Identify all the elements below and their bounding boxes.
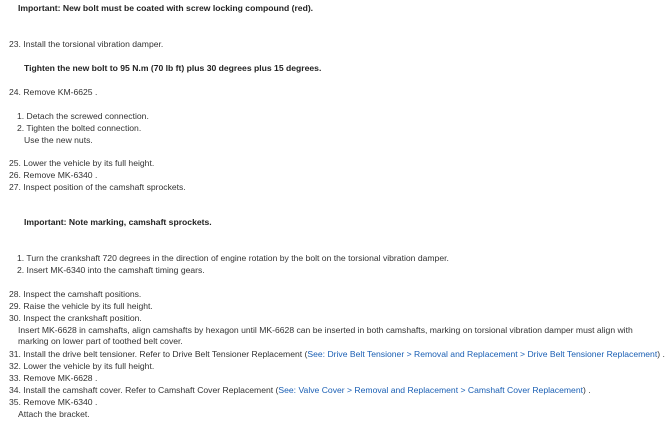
step-24: 24. Remove KM-6625 . bbox=[9, 87, 98, 97]
important-note-marking: Important: Note marking, camshaft sprockets. bbox=[24, 217, 212, 227]
step-32: 32. Lower the vehicle by its full height. bbox=[9, 361, 155, 371]
step-34-suffix: ) . bbox=[582, 385, 591, 395]
step-28: 28. Inspect the camshaft positions. bbox=[9, 289, 142, 299]
step-31-suffix: ) . bbox=[657, 349, 665, 359]
step-24-substep-2: 2. Tighten the bolted connection. bbox=[17, 123, 142, 133]
tighten-bolt-note: Tighten the new bolt to 95 N.m (70 lb ft) plus 30 degrees plus 15 degrees. bbox=[24, 63, 322, 73]
drive-belt-tensioner-link[interactable]: See: Drive Belt Tensioner > Removal and Replacement > Drive Belt Tensioner Replacement bbox=[307, 349, 658, 359]
step-24-substep-2-note: Use the new nuts. bbox=[24, 135, 93, 145]
step-30: 30. Inspect the crankshaft position. bbox=[9, 313, 142, 323]
step-31-text: 31. Install the drive belt tensioner. Refer to Drive Belt Tensioner Replacement ( bbox=[9, 349, 308, 359]
step-29: 29. Raise the vehicle by its full height. bbox=[9, 301, 153, 311]
step-27-substep-1: 1. Turn the crankshaft 720 degrees in the direction of engine rotation by the bolt on the torsional vibration damper. bbox=[17, 253, 449, 263]
step-23: 23. Install the torsional vibration damper. bbox=[9, 39, 164, 49]
step-34-text: 34. Install the camshaft cover. Refer to Camshaft Cover Replacement ( bbox=[9, 385, 279, 395]
step-27-substep-2: 2. Insert MK-6340 into the camshaft timing gears. bbox=[17, 265, 205, 275]
step-24-substep-1: 1. Detach the screwed connection. bbox=[17, 111, 149, 121]
step-35: 35. Remove MK-6340 . bbox=[9, 397, 98, 407]
step-34 bbox=[9, 385, 591, 396]
step-35-note: Attach the bracket. bbox=[18, 409, 90, 419]
step-33: 33. Remove MK-6628 . bbox=[9, 373, 98, 383]
step-31 bbox=[9, 349, 665, 360]
important-note-coating: Important: New bolt must be coated with screw locking compound (red). bbox=[18, 3, 314, 13]
step-26: 26. Remove MK-6340 . bbox=[9, 170, 98, 180]
camshaft-cover-link[interactable]: See: Valve Cover > Removal and Replacement > Camshaft Cover Replacement bbox=[278, 385, 583, 395]
step-30-detail: Insert MK-6628 in camshafts, align camshafts by hexagon until MK-6628 can be inserted in both camshafts, marking on torsional vibration damper must align with marking on lower part of toothed belt cover. bbox=[18, 325, 633, 346]
step-27: 27. Inspect position of the camshaft sprockets. bbox=[9, 182, 186, 192]
step-25: 25. Lower the vehicle by its full height. bbox=[9, 158, 155, 168]
